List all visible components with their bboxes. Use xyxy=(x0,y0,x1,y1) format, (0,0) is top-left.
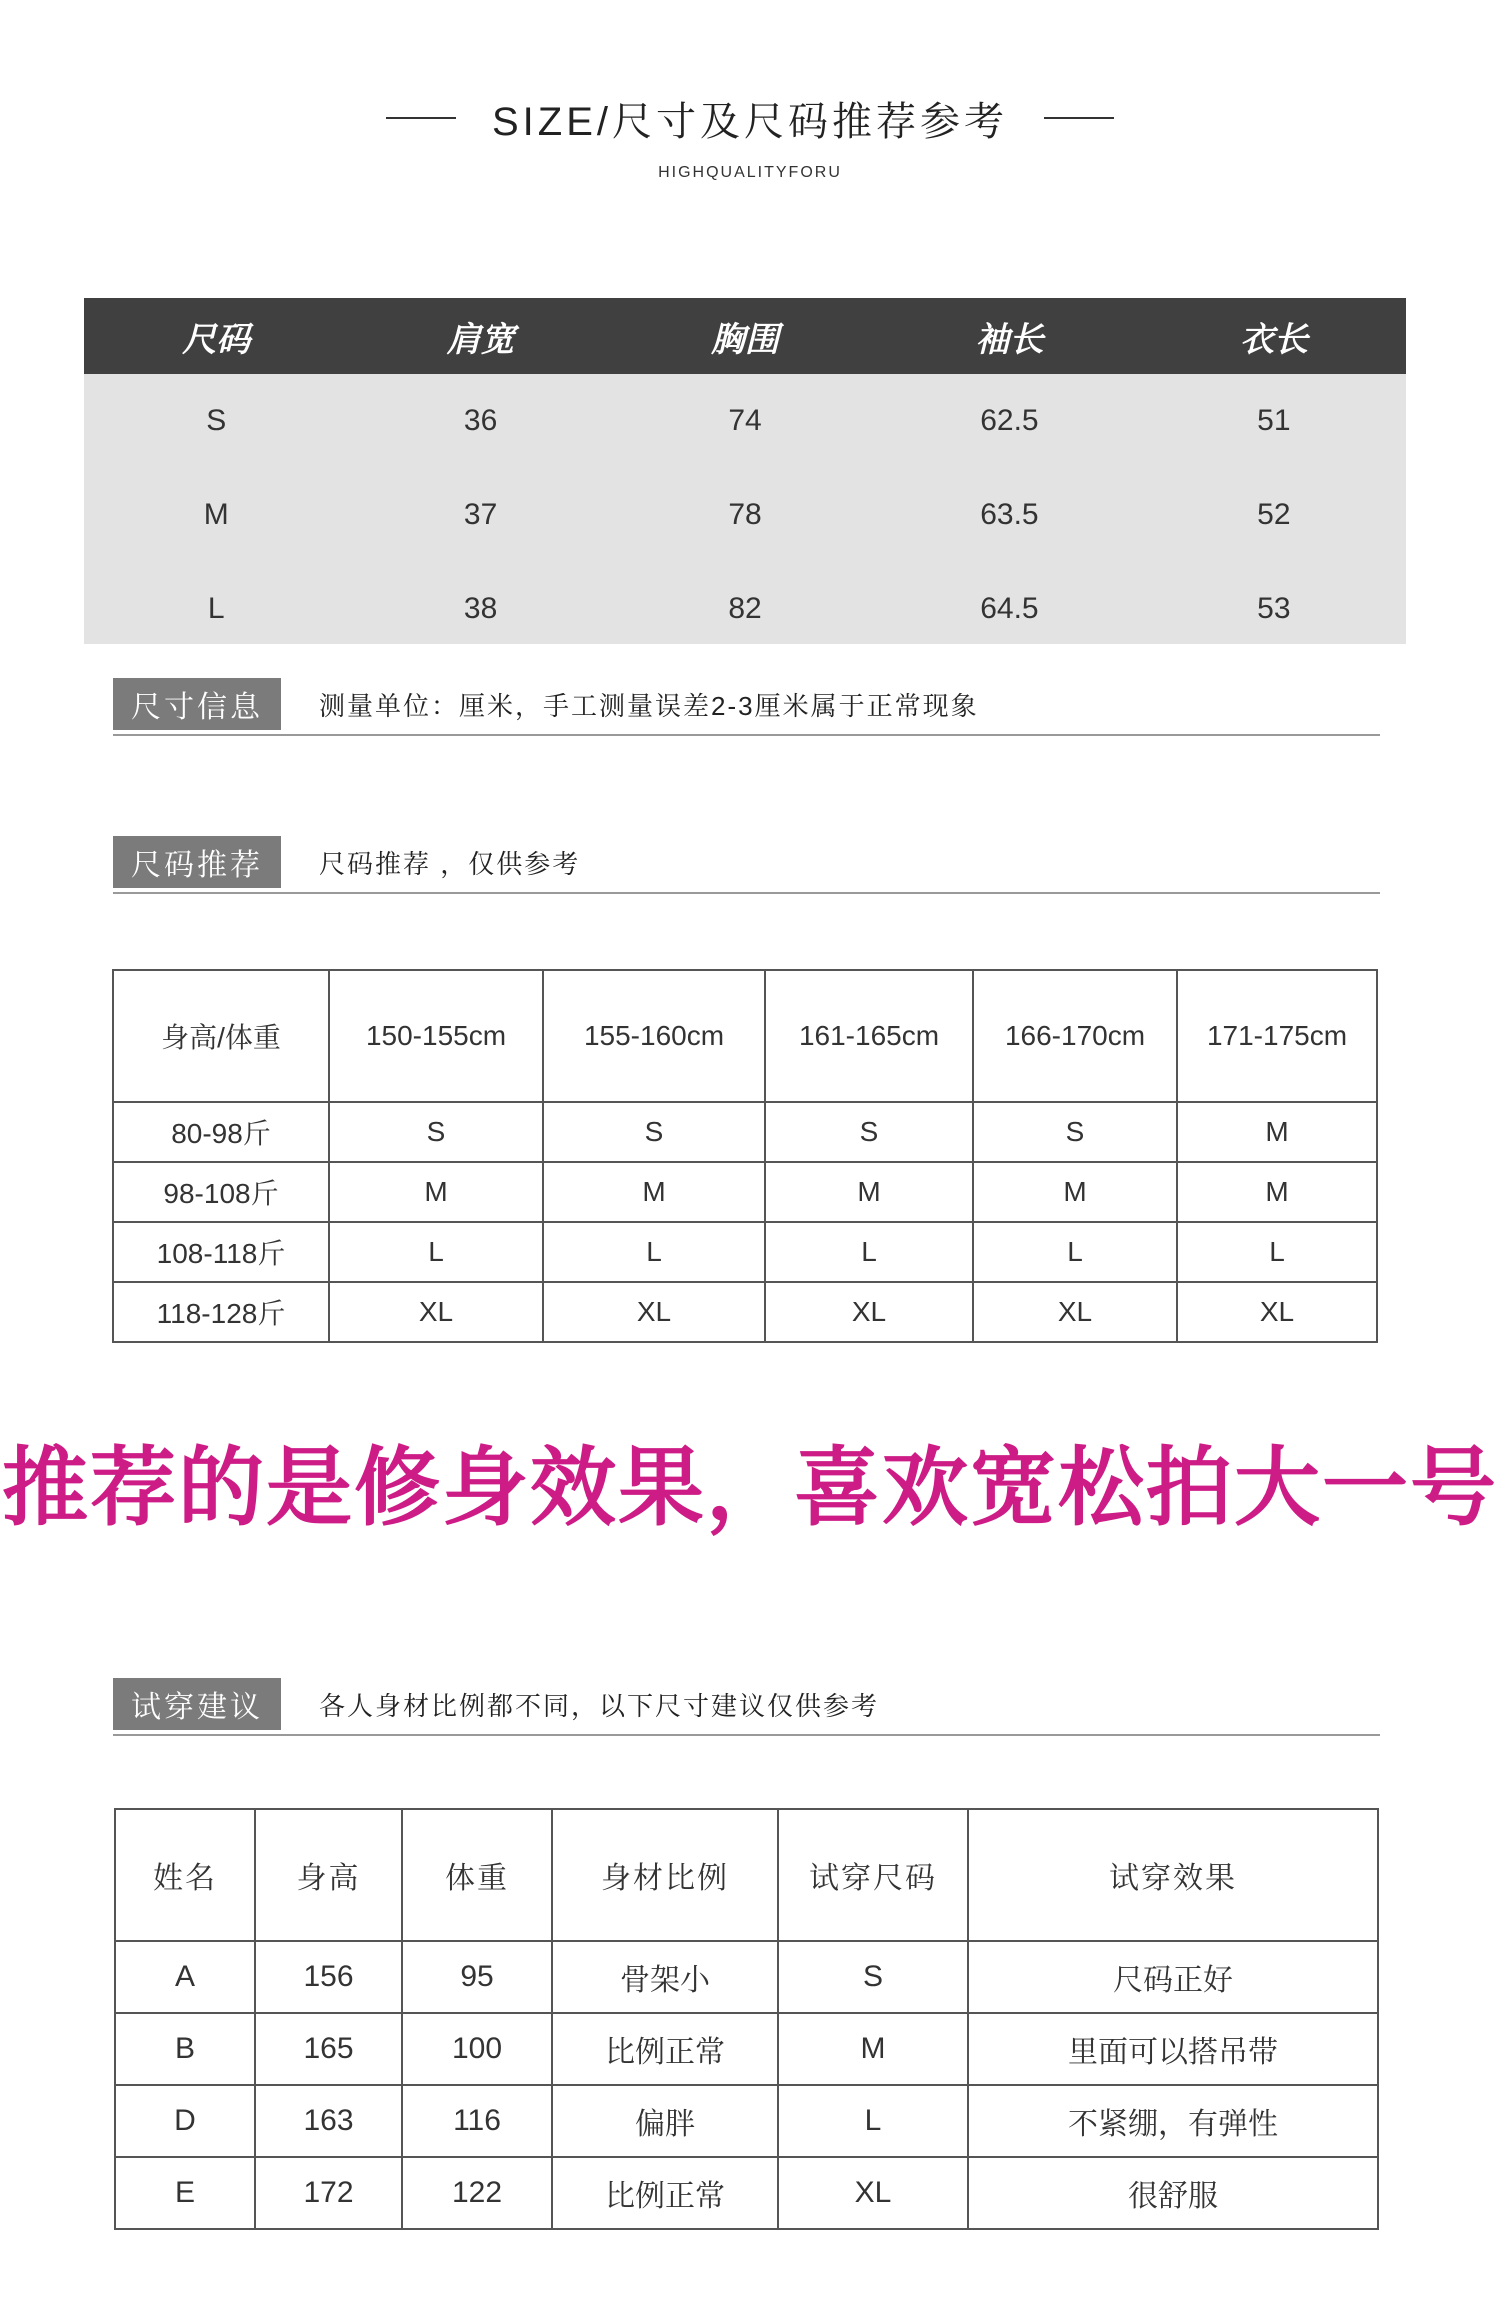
recommend-tag: 尺码推荐 xyxy=(113,836,281,888)
try-on-table xyxy=(114,1808,1379,2230)
try-on-cell: 不紧绷，有弹性 xyxy=(968,2085,1378,2157)
try-on-cell: 116 xyxy=(402,2085,552,2157)
recommend-cell: XL xyxy=(543,1282,765,1342)
size-header-cell: 胸围 xyxy=(711,320,780,359)
size-cell: 52 xyxy=(1257,498,1291,531)
try-on-cell: 比例正常 xyxy=(552,2013,778,2085)
size-cell: 78 xyxy=(728,498,762,531)
size-cell: 82 xyxy=(728,592,762,625)
try-on-cell: 比例正常 xyxy=(552,2157,778,2229)
recommend-row xyxy=(113,1162,1377,1222)
page-subtitle: HIGHQUALITYFORU xyxy=(658,164,842,181)
recommend-cell: XL xyxy=(765,1282,973,1342)
try-on-cell: 172 xyxy=(255,2157,402,2229)
try-on-cell: 很舒服 xyxy=(968,2157,1378,2229)
recommend-cell: S xyxy=(329,1102,543,1162)
try-on-header-cell: 姓名 xyxy=(115,1809,255,1941)
size-table-row xyxy=(84,562,1406,656)
size-table xyxy=(84,298,1406,644)
try-on-section xyxy=(113,1678,1380,1736)
recommend-header-cell: 155-160cm xyxy=(543,970,765,1102)
recommend-cell: XL xyxy=(973,1282,1177,1342)
try-on-tag: 试穿建议 xyxy=(113,1678,281,1730)
try-on-row xyxy=(115,1941,1378,2013)
size-info-section xyxy=(113,678,1380,736)
size-cell: 51 xyxy=(1257,404,1291,437)
size-table-row xyxy=(84,374,1406,468)
try-on-text: 各人身材比例都不同，以下尺寸建议仅供参考 xyxy=(319,1691,880,1721)
try-on-cell: 165 xyxy=(255,2013,402,2085)
recommend-cell: 98-108斤 xyxy=(113,1162,329,1222)
title-right-rule xyxy=(1044,117,1114,119)
size-cell: S xyxy=(206,404,227,437)
recommend-row xyxy=(113,1282,1377,1342)
recommend-cell: M xyxy=(765,1162,973,1222)
try-on-header-cell: 身材比例 xyxy=(552,1809,778,1941)
try-on-header-cell: 体重 xyxy=(402,1809,552,1941)
try-on-header-cell: 身高 xyxy=(255,1809,402,1941)
size-cell: 53 xyxy=(1257,592,1291,625)
try-on-cell: L xyxy=(778,2085,968,2157)
recommend-cell: M xyxy=(543,1162,765,1222)
size-cell: 38 xyxy=(463,592,498,625)
try-on-cell: 里面可以搭吊带 xyxy=(968,2013,1378,2085)
try-on-cell: A xyxy=(115,1941,255,2013)
recommend-row xyxy=(113,1102,1377,1162)
size-recommend-table xyxy=(112,969,1378,1343)
recommend-cell: L xyxy=(543,1222,765,1282)
recommend-cell: S xyxy=(973,1102,1177,1162)
size-cell: M xyxy=(203,498,229,531)
recommend-cell: M xyxy=(1177,1162,1377,1222)
size-cell: 74 xyxy=(728,404,762,437)
try-on-row xyxy=(115,2085,1378,2157)
try-on-cell: B xyxy=(115,2013,255,2085)
recommend-cell: XL xyxy=(329,1282,543,1342)
try-on-cell: 95 xyxy=(402,1941,552,2013)
try-on-cell: 尺码正好 xyxy=(968,1941,1378,2013)
recommend-cell: L xyxy=(329,1222,543,1282)
recommend-cell: XL xyxy=(1177,1282,1377,1342)
size-cell: 36 xyxy=(463,404,498,437)
try-on-cell: D xyxy=(115,2085,255,2157)
recommend-cell: 80-98斤 xyxy=(113,1102,329,1162)
page-title: SIZE/尺寸及尺码推荐参考 xyxy=(491,99,1009,144)
size-info-text: 测量单位：厘米，手工测量误差2-3厘米属于正常现象 xyxy=(319,691,979,721)
recommend-cell: M xyxy=(973,1162,1177,1222)
try-on-cell: E xyxy=(115,2157,255,2229)
recommend-cell: M xyxy=(329,1162,543,1222)
recommend-header-cell: 150-155cm xyxy=(329,970,543,1102)
try-on-cell: 163 xyxy=(255,2085,402,2157)
recommend-section xyxy=(113,836,1380,894)
size-header-cell: 肩宽 xyxy=(446,320,515,359)
size-table-header xyxy=(84,298,1406,374)
fit-note-highlight: 推荐的是修身效果，喜欢宽松拍大一号 xyxy=(2,1440,1498,1536)
try-on-cell: 偏胖 xyxy=(552,2085,778,2157)
recommend-cell: M xyxy=(1177,1102,1377,1162)
try-on-header-cell: 试穿尺码 xyxy=(778,1809,968,1941)
recommend-cell: 108-118斤 xyxy=(113,1222,329,1282)
size-cell: L xyxy=(207,592,225,625)
try-on-cell: 122 xyxy=(402,2157,552,2229)
size-table-row xyxy=(84,468,1406,562)
size-header-cell: 袖长 xyxy=(975,320,1044,359)
try-on-row xyxy=(115,2157,1378,2229)
size-cell: 37 xyxy=(463,498,498,531)
size-cell: 64.5 xyxy=(980,592,1039,625)
size-header-cell: 尺码 xyxy=(182,320,251,359)
recommend-row xyxy=(113,1222,1377,1282)
recommend-header-cell: 166-170cm xyxy=(973,970,1177,1102)
recommend-header-cell: 身高/体重 xyxy=(113,970,329,1102)
try-on-cell: 100 xyxy=(402,2013,552,2085)
size-cell: 62.5 xyxy=(980,404,1039,437)
recommend-cell: L xyxy=(973,1222,1177,1282)
recommend-header-row xyxy=(113,970,1377,1102)
recommend-cell: 118-128斤 xyxy=(113,1282,329,1342)
try-on-row xyxy=(115,2013,1378,2085)
try-on-cell: S xyxy=(778,1941,968,2013)
recommend-header-cell: 161-165cm xyxy=(765,970,973,1102)
title-left-rule xyxy=(386,117,456,119)
recommend-cell: L xyxy=(765,1222,973,1282)
recommend-text: 尺码推荐 ，仅供参考 xyxy=(319,849,581,879)
try-on-cell: 156 xyxy=(255,1941,402,2013)
page-title-row xyxy=(0,86,1500,150)
try-on-cell: M xyxy=(778,2013,968,2085)
recommend-cell: L xyxy=(1177,1222,1377,1282)
try-on-header-cell: 试穿效果 xyxy=(968,1809,1378,1941)
recommend-cell: S xyxy=(765,1102,973,1162)
try-on-cell: 骨架小 xyxy=(552,1941,778,2013)
try-on-cell: XL xyxy=(778,2157,968,2229)
size-cell: 63.5 xyxy=(980,498,1039,531)
size-header-cell: 衣长 xyxy=(1239,320,1308,359)
recommend-header-cell: 171-175cm xyxy=(1177,970,1377,1102)
try-on-header-row xyxy=(115,1809,1378,1941)
recommend-cell: S xyxy=(543,1102,765,1162)
size-info-tag: 尺寸信息 xyxy=(113,678,281,730)
